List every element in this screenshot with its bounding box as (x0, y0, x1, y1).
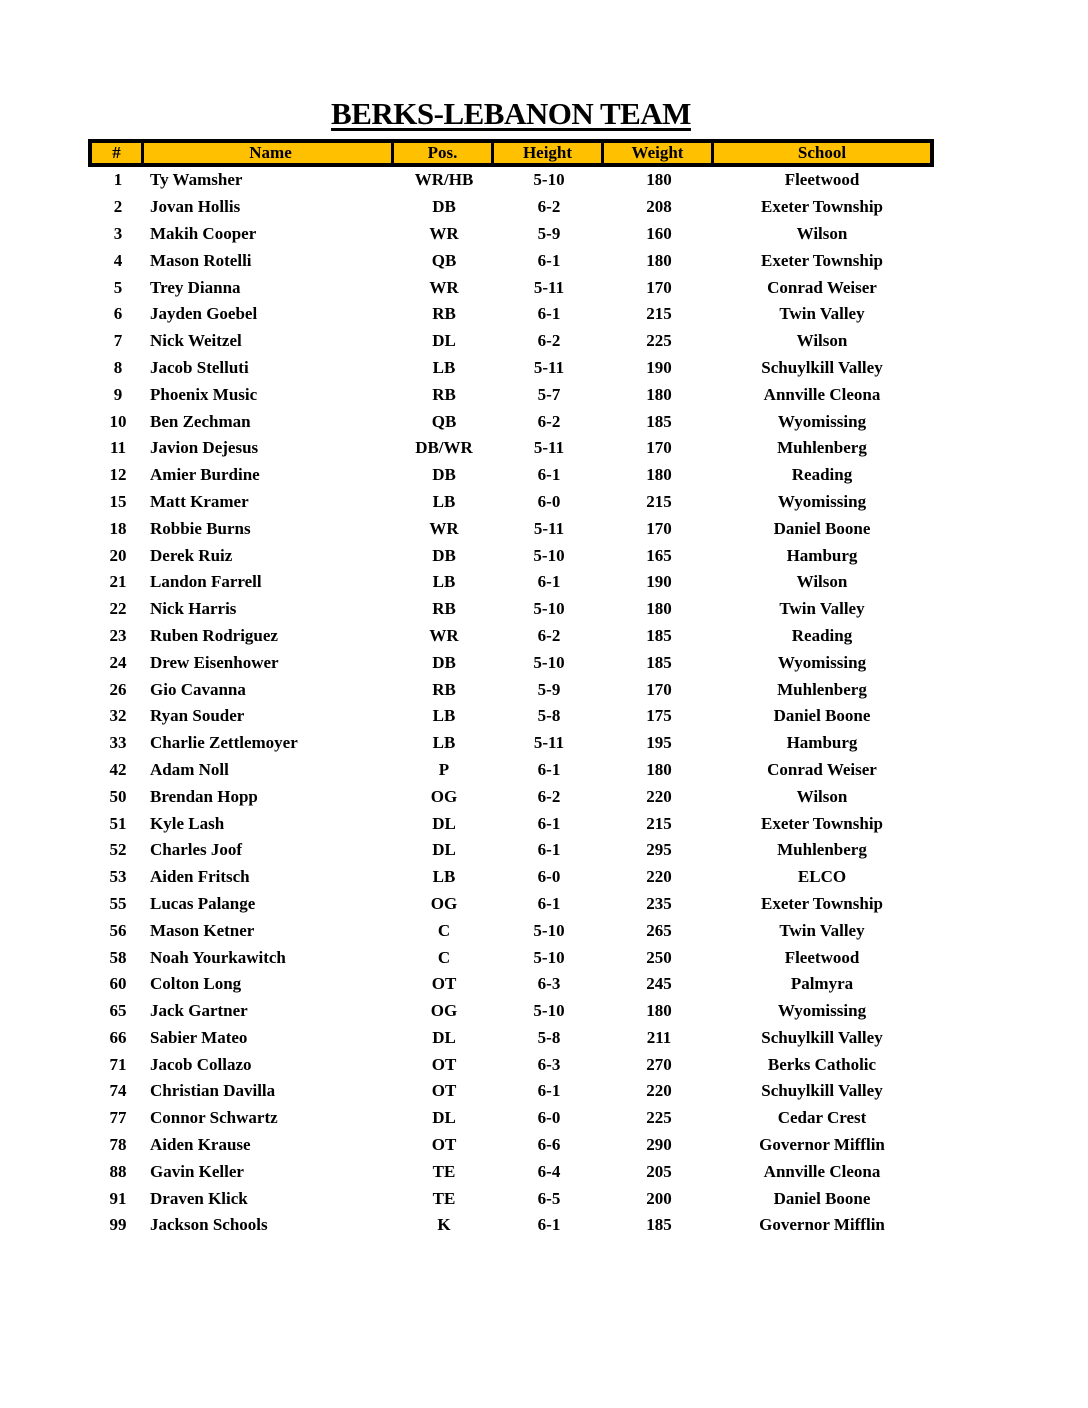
cell-school: Daniel Boone (773, 706, 871, 726)
cell-number: 65 (109, 1001, 127, 1021)
table-row (88, 944, 934, 971)
cell-school: Muhlenberg (777, 679, 867, 699)
cell-weight: 220 (646, 1081, 672, 1101)
cell-school: Twin Valley (779, 920, 865, 940)
cell-number: 11 (109, 438, 127, 458)
cell-school: Governor Mifflin (759, 1135, 885, 1155)
cell-height: 6-0 (537, 1108, 561, 1128)
table-row (88, 971, 934, 998)
cell-name: Jovan Hollis (150, 197, 241, 217)
cell-height: 6-3 (537, 974, 561, 994)
cell-height: 6-2 (537, 411, 561, 431)
cell-number: 55 (109, 893, 127, 913)
cell-position: DL (432, 331, 456, 351)
column-header-school: School (797, 143, 847, 162)
cell-position: RB (432, 599, 456, 619)
cell-position: WR/HB (414, 170, 474, 190)
cell-height: 6-1 (537, 465, 561, 485)
cell-number: 88 (109, 1161, 127, 1181)
cell-school: Muhlenberg (777, 840, 867, 860)
table-row (88, 1105, 934, 1132)
table-row (88, 1078, 934, 1105)
table-row (88, 408, 934, 435)
cell-position: DL (432, 813, 456, 833)
cell-number: 15 (109, 491, 127, 511)
cell-weight: 225 (646, 1108, 672, 1128)
cell-height: 5-10 (533, 599, 565, 619)
table-row (88, 1212, 934, 1239)
table-row (88, 569, 934, 596)
cell-weight: 200 (646, 1188, 672, 1208)
cell-name: Javion Dejesus (150, 438, 259, 458)
cell-weight: 295 (646, 840, 672, 860)
table-row (88, 1158, 934, 1185)
cell-name: Gavin Keller (150, 1161, 244, 1181)
cell-height: 6-3 (537, 1054, 561, 1074)
table-row (88, 649, 934, 676)
cell-weight: 205 (646, 1161, 672, 1181)
column-header-height: Height (494, 143, 604, 163)
cell-number: 99 (109, 1215, 127, 1235)
table-row (88, 1051, 934, 1078)
cell-number: 10 (109, 411, 127, 431)
cell-height: 5-8 (537, 1027, 561, 1047)
cell-name: Phoenix Music (150, 384, 258, 404)
cell-school: Annville Cleona (763, 1161, 881, 1181)
cell-school: Schuylkill Valley (761, 1081, 883, 1101)
cell-height: 5-9 (537, 679, 561, 699)
cell-position: TE (432, 1188, 456, 1208)
table-row (88, 676, 934, 703)
table-row (88, 837, 934, 864)
cell-number: 24 (109, 652, 127, 672)
cell-height: 5-10 (533, 1001, 565, 1021)
cell-number: 3 (113, 223, 123, 243)
table-row (88, 917, 934, 944)
cell-position: LB (432, 733, 456, 753)
cell-name: Ryan Souder (150, 706, 245, 726)
cell-height: 6-1 (537, 759, 561, 779)
cell-name: Derek Ruiz (150, 545, 233, 565)
cell-school: Wyomissing (777, 411, 867, 431)
table-row (88, 247, 934, 274)
table-row (88, 891, 934, 918)
cell-weight: 211 (646, 1027, 672, 1047)
table-row (88, 1132, 934, 1159)
cell-school: Exeter Township (760, 250, 884, 270)
cell-position: DL (432, 1027, 456, 1047)
cell-weight: 180 (646, 250, 672, 270)
cell-name: Jackson Schools (150, 1215, 268, 1235)
cell-number: 7 (113, 331, 123, 351)
cell-name: Jack Gartner (150, 1001, 248, 1021)
cell-number: 66 (109, 1027, 127, 1047)
cell-weight: 290 (646, 1135, 672, 1155)
cell-height: 6-2 (537, 197, 561, 217)
cell-number: 32 (109, 706, 127, 726)
cell-weight: 180 (646, 384, 672, 404)
cell-school: Conrad Weiser (767, 759, 877, 779)
cell-number: 12 (109, 465, 127, 485)
table-row (88, 381, 934, 408)
cell-number: 52 (109, 840, 127, 860)
table-row (88, 864, 934, 891)
cell-number: 74 (109, 1081, 127, 1101)
cell-weight: 180 (646, 759, 672, 779)
cell-height: 6-1 (537, 1215, 561, 1235)
cell-position: OT (431, 1054, 457, 1074)
table-row (88, 998, 934, 1025)
column-header-name: Name (144, 143, 394, 163)
cell-name: Adam Noll (150, 759, 229, 779)
cell-school: Exeter Township (760, 197, 884, 217)
cell-school: Wyomissing (777, 652, 867, 672)
cell-number: 2 (113, 197, 123, 217)
cell-weight: 220 (646, 867, 672, 887)
cell-name: Kyle Lash (150, 813, 225, 833)
cell-school: Annville Cleona (763, 384, 881, 404)
cell-position: WR (429, 518, 459, 538)
cell-school: Schuylkill Valley (761, 357, 883, 377)
table-row (88, 167, 934, 194)
table-row (88, 274, 934, 301)
cell-number: 22 (109, 599, 127, 619)
cell-position: DL (432, 840, 456, 860)
cell-name: Jayden Goebel (150, 304, 258, 324)
cell-weight: 225 (646, 331, 672, 351)
cell-position: OG (430, 893, 458, 913)
roster-table (88, 139, 934, 1239)
cell-school: ELCO (797, 867, 847, 887)
cell-weight: 195 (646, 733, 672, 753)
table-row (88, 1025, 934, 1052)
cell-name: Aiden Krause (150, 1135, 251, 1155)
cell-position: DB (432, 197, 456, 217)
cell-name: Drew Eisenhower (150, 652, 279, 672)
cell-position: RB (432, 384, 456, 404)
cell-weight: 185 (646, 625, 672, 645)
cell-weight: 180 (646, 1001, 672, 1021)
cell-position: LB (432, 357, 456, 377)
cell-school: Muhlenberg (777, 438, 867, 458)
cell-name: Trey Dianna (150, 277, 241, 297)
cell-name: Draven Klick (150, 1188, 248, 1208)
cell-position: P (438, 759, 450, 779)
cell-school: Wyomissing (777, 491, 867, 511)
cell-position: TE (432, 1161, 456, 1181)
cell-height: 5-10 (533, 652, 565, 672)
cell-number: 58 (109, 947, 127, 967)
cell-position: LB (432, 491, 456, 511)
cell-position: WR (429, 277, 459, 297)
cell-height: 5-11 (533, 438, 565, 458)
cell-school: Wilson (796, 331, 848, 351)
cell-name: Ruben Rodriguez (150, 625, 278, 645)
table-row (88, 783, 934, 810)
column-header-number: # (92, 143, 144, 163)
cell-name: Amier Burdine (150, 465, 260, 485)
table-row (88, 596, 934, 623)
cell-school: Cedar Crest (777, 1108, 867, 1128)
table-row (88, 194, 934, 221)
cell-position: C (437, 920, 451, 940)
cell-name: Matt Kramer (150, 491, 249, 511)
cell-school: Fleetwood (784, 170, 860, 190)
cell-position: DB (432, 465, 456, 485)
cell-weight: 165 (646, 545, 672, 565)
table-row (88, 623, 934, 650)
cell-height: 6-1 (537, 572, 561, 592)
cell-number: 20 (109, 545, 127, 565)
table-row (88, 515, 934, 542)
cell-height: 6-1 (537, 250, 561, 270)
cell-position: OT (431, 1081, 457, 1101)
cell-number: 51 (109, 813, 127, 833)
cell-number: 77 (109, 1108, 127, 1128)
cell-weight: 220 (646, 786, 672, 806)
cell-position: LB (432, 706, 456, 726)
cell-height: 6-1 (537, 893, 561, 913)
cell-height: 6-1 (537, 1081, 561, 1101)
cell-name: Christian Davilla (150, 1081, 276, 1101)
cell-school: Exeter Township (760, 813, 884, 833)
cell-name: Noah Yourkawitch (150, 947, 286, 967)
cell-number: 18 (109, 518, 127, 538)
cell-position: QB (431, 411, 457, 431)
cell-weight: 270 (646, 1054, 672, 1074)
cell-height: 6-5 (537, 1188, 561, 1208)
cell-name: Jacob Collazo (150, 1054, 252, 1074)
table-body (88, 167, 934, 1239)
table-row (88, 1185, 934, 1212)
table-row (88, 435, 934, 462)
cell-school: Governor Mifflin (759, 1215, 885, 1235)
cell-weight: 180 (646, 599, 672, 619)
cell-number: 33 (109, 733, 127, 753)
cell-number: 78 (109, 1135, 127, 1155)
cell-name: Jacob Stelluti (150, 357, 249, 377)
cell-school: Twin Valley (779, 304, 865, 324)
column-header-position: Pos. (394, 143, 494, 163)
cell-name: Ty Wamsher (150, 170, 243, 190)
table-row (88, 489, 934, 516)
cell-height: 6-1 (537, 813, 561, 833)
cell-position: LB (432, 572, 456, 592)
cell-height: 6-0 (537, 491, 561, 511)
cell-position: DL (432, 1108, 456, 1128)
cell-height: 5-10 (533, 947, 565, 967)
cell-school: Twin Valley (779, 599, 865, 619)
cell-weight: 170 (646, 679, 672, 699)
cell-height: 5-7 (537, 384, 561, 404)
cell-height: 5-11 (533, 357, 565, 377)
table-row (88, 542, 934, 569)
cell-height: 5-11 (533, 733, 565, 753)
cell-name: Ben Zechman (150, 411, 251, 431)
cell-position: RB (432, 679, 456, 699)
cell-weight: 160 (646, 223, 672, 243)
cell-name: Mason Ketner (150, 920, 255, 940)
cell-weight: 215 (646, 813, 672, 833)
cell-name: Robbie Burns (150, 518, 251, 538)
cell-name: Gio Cavanna (150, 679, 246, 699)
cell-position: OG (430, 1001, 458, 1021)
cell-weight: 250 (646, 947, 672, 967)
cell-weight: 185 (646, 652, 672, 672)
table-row (88, 730, 934, 757)
cell-number: 8 (113, 357, 123, 377)
cell-school: Wilson (796, 786, 848, 806)
cell-height: 5-10 (533, 545, 565, 565)
cell-school: Wilson (796, 223, 848, 243)
cell-weight: 185 (646, 411, 672, 431)
table-row (88, 462, 934, 489)
cell-school: Wilson (796, 572, 848, 592)
cell-number: 71 (109, 1054, 127, 1074)
cell-height: 6-2 (537, 625, 561, 645)
cell-weight: 175 (646, 706, 672, 726)
cell-weight: 185 (646, 1215, 672, 1235)
table-row (88, 355, 934, 382)
cell-weight: 180 (646, 170, 672, 190)
cell-number: 1 (113, 170, 123, 190)
cell-name: Charlie Zettlemoyer (150, 733, 298, 753)
table-row (88, 301, 934, 328)
cell-weight: 245 (646, 974, 672, 994)
cell-weight: 235 (646, 893, 672, 913)
cell-weight: 215 (646, 304, 672, 324)
cell-school: Daniel Boone (773, 1188, 871, 1208)
cell-name: Landon Farrell (150, 572, 262, 592)
table-row (88, 757, 934, 784)
cell-number: 4 (113, 250, 123, 270)
cell-position: C (437, 947, 451, 967)
cell-name: Sabier Mateo (150, 1027, 248, 1047)
cell-weight: 190 (646, 572, 672, 592)
cell-name: Charles Joof (150, 840, 243, 860)
cell-weight: 170 (646, 277, 672, 297)
cell-position: K (437, 1215, 451, 1235)
cell-number: 42 (109, 759, 127, 779)
cell-position: WR (429, 223, 459, 243)
cell-school: Wyomissing (777, 1001, 867, 1021)
cell-height: 5-9 (537, 223, 561, 243)
cell-number: 6 (113, 304, 123, 324)
cell-weight: 170 (646, 438, 672, 458)
cell-position: LB (432, 867, 456, 887)
page-title: BERKS-LEBANON TEAM (331, 96, 691, 131)
cell-number: 91 (109, 1188, 127, 1208)
cell-weight: 190 (646, 357, 672, 377)
cell-name: Mason Rotelli (150, 250, 252, 270)
cell-name: Nick Weitzel (150, 331, 242, 351)
table-row (88, 810, 934, 837)
cell-position: RB (432, 304, 456, 324)
cell-school: Hamburg (786, 545, 858, 565)
cell-height: 6-2 (537, 331, 561, 351)
cell-height: 5-11 (533, 277, 565, 297)
cell-weight: 265 (646, 920, 672, 940)
cell-school: Palmyra (790, 974, 854, 994)
cell-weight: 208 (646, 197, 672, 217)
cell-weight: 170 (646, 518, 672, 538)
cell-position: OT (431, 1135, 457, 1155)
cell-position: DB (432, 652, 456, 672)
cell-height: 5-10 (533, 920, 565, 940)
table-row (88, 328, 934, 355)
cell-school: Conrad Weiser (767, 277, 877, 297)
cell-height: 6-0 (537, 867, 561, 887)
cell-weight: 180 (646, 465, 672, 485)
cell-height: 5-10 (533, 170, 565, 190)
cell-height: 6-2 (537, 786, 561, 806)
cell-height: 6-1 (537, 304, 561, 324)
table-row (88, 221, 934, 248)
cell-school: Fleetwood (784, 947, 860, 967)
cell-number: 60 (109, 974, 127, 994)
table-row (88, 703, 934, 730)
cell-position: WR (429, 625, 459, 645)
cell-number: 56 (109, 920, 127, 940)
cell-name: Aiden Fritsch (150, 867, 250, 887)
cell-name: Makih Cooper (150, 223, 257, 243)
cell-weight: 215 (646, 491, 672, 511)
cell-number: 21 (109, 572, 127, 592)
cell-height: 5-11 (533, 518, 565, 538)
cell-school: Exeter Township (760, 893, 884, 913)
cell-number: 9 (113, 384, 123, 404)
cell-number: 23 (109, 625, 127, 645)
cell-height: 6-1 (537, 840, 561, 860)
cell-position: DB (432, 545, 456, 565)
cell-name: Connor Schwartz (150, 1108, 278, 1128)
cell-position: QB (431, 250, 457, 270)
cell-height: 6-4 (537, 1161, 561, 1181)
cell-school: Hamburg (786, 733, 858, 753)
cell-number: 26 (109, 679, 127, 699)
cell-name: Brendan Hopp (150, 786, 258, 806)
cell-position: DB/WR (415, 438, 473, 458)
cell-name: Colton Long (150, 974, 242, 994)
cell-school: Berks Catholic (767, 1054, 877, 1074)
cell-school: Reading (791, 465, 853, 485)
cell-number: 53 (109, 867, 127, 887)
cell-position: OG (430, 786, 458, 806)
cell-school: Daniel Boone (773, 518, 871, 538)
column-header-weight: Weight (604, 143, 714, 163)
cell-number: 5 (113, 277, 123, 297)
cell-school: Schuylkill Valley (761, 1027, 883, 1047)
cell-school: Reading (791, 625, 853, 645)
cell-name: Lucas Palange (150, 893, 256, 913)
cell-position: OT (431, 974, 457, 994)
cell-number: 50 (109, 786, 127, 806)
table-header-row (88, 139, 934, 167)
cell-height: 5-8 (537, 706, 561, 726)
cell-name: Nick Harris (150, 599, 237, 619)
cell-height: 6-6 (537, 1135, 561, 1155)
